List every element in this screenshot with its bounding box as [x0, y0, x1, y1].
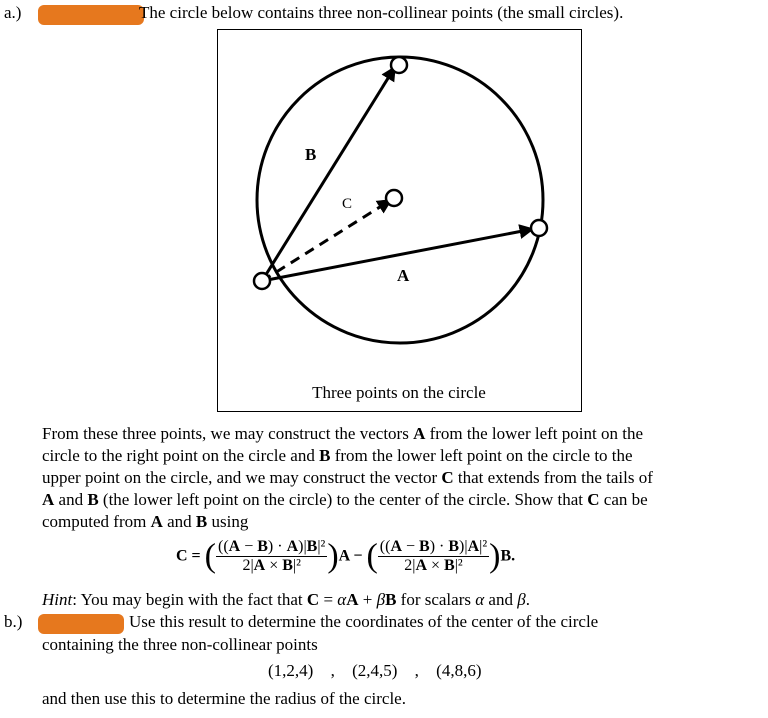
- hint-text: Hint: You may begin with the fact that C = αA + βB for scalars α and β.: [42, 590, 530, 609]
- term2-denominator: 2|A × B|²: [404, 557, 463, 574]
- part-a-intro: The circle below contains three non-collinear points (the small circles).: [139, 3, 624, 22]
- term2-numerator: ((A − B) · B)|A|²: [379, 538, 488, 555]
- point-upper: [391, 57, 407, 73]
- figure-caption: Three points on the circle: [312, 383, 486, 402]
- part-b-label: b.): [4, 612, 23, 631]
- label-a: A: [397, 266, 410, 285]
- point-lower-left: [254, 273, 270, 289]
- point-3: (4,8,6): [436, 661, 482, 680]
- paragraph-line-4: A and B (the lower left point on the circle) to the center of the circle. Show that C can be: [42, 490, 648, 509]
- point-1: (1,2,4): [268, 661, 314, 680]
- point-right: [531, 220, 547, 236]
- point-2: (2,4,5): [352, 661, 398, 680]
- part-a-label: a.): [4, 3, 22, 22]
- label-c: C: [342, 196, 353, 212]
- point-center: [386, 190, 402, 206]
- separator-1: ,: [330, 661, 335, 680]
- part-b-line-1: Use this result to determine the coordinates of the center of the circle: [129, 612, 599, 631]
- term1-denominator: 2|A × B|²: [242, 557, 301, 574]
- vector-b-arrow: [262, 67, 395, 281]
- circle-diagram: [217, 29, 582, 412]
- term2-vector: B.: [500, 547, 516, 565]
- term1-vector: A −: [338, 547, 363, 565]
- label-b: B: [305, 145, 317, 164]
- term1-numerator: ((A − B) · A)|B|²: [218, 538, 326, 555]
- formula-lhs: C =: [176, 547, 201, 565]
- point-list: [268, 661, 481, 681]
- paragraph-line-5: computed from A and B using: [42, 512, 249, 531]
- formula-term2: [378, 538, 489, 575]
- redaction-mark: [38, 5, 144, 25]
- formula: C = ( $\frac{\text{((A − B) · A)|B|²}}{\text{2|A × B|²}}$ )A − ( $\frac{\text{((A − B) · B)|A|²}}{\text{2|A × B|²}}$ )B.: [176, 537, 516, 575]
- redaction-mark-b: [38, 614, 124, 634]
- part-b-line-2: containing the three non-collinear points: [42, 635, 318, 654]
- paragraph-line-2: circle to the right point on the circle and B from the lower left point on the circle to the: [42, 446, 633, 465]
- paragraph-line-3: upper point on the circle, and we may construct the vector C that extends from the tails of: [42, 468, 653, 487]
- paragraph-line-1: From these three points, we may construct the vectors A from the lower left point on the: [42, 424, 643, 443]
- part-b-final: and then use this to determine the radius of the circle.: [42, 689, 406, 708]
- formula-term1: [216, 538, 327, 575]
- separator-2: ,: [414, 661, 419, 680]
